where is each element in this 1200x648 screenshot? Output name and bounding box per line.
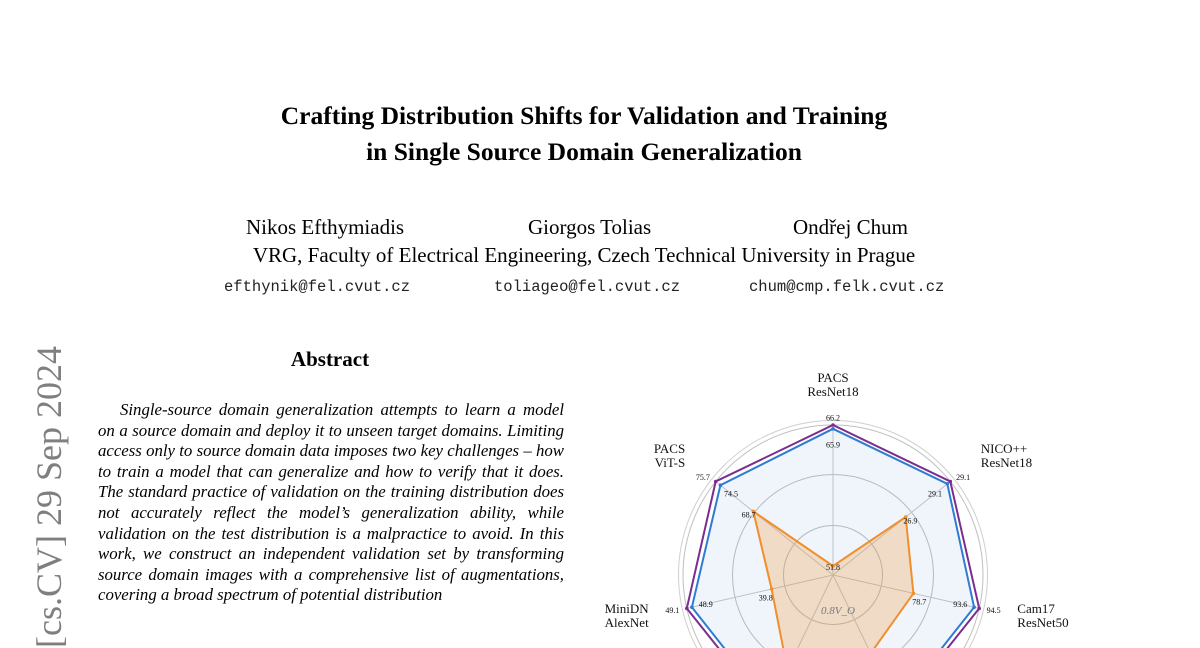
radar-point-outer-2	[949, 480, 953, 484]
radar-point-orange-3	[912, 592, 916, 596]
radar-chart	[600, 350, 1100, 648]
radar-center-label: 0.8V_O	[821, 605, 855, 617]
radar-outer-value-2: 29.1	[956, 472, 971, 482]
radar-inner-value-2: 29.1	[928, 489, 942, 499]
radar-axis-label-6-line1: MiniDN	[604, 601, 649, 617]
author-name-3: Ondřej Chum	[793, 215, 908, 239]
radar-point-outer-6	[685, 607, 689, 611]
radar-point-outer-7	[714, 480, 718, 484]
author-email-3: chum@cmp.felk.cvut.cz	[749, 278, 945, 296]
radar-outer-value-3: 94.5	[986, 606, 1001, 615]
radar-inner-value-3: 93.6	[953, 600, 968, 609]
radar-axis-label-7-line2: ViT-S	[654, 455, 686, 471]
radar-outer-value-1: 66.2	[826, 413, 840, 423]
radar-point-inner-1	[831, 427, 835, 431]
author-name-1: Nikos Efthymiadis	[246, 215, 405, 239]
author-name-2: Giorgos Tolias	[528, 215, 652, 239]
arxiv-stamp: [cs.CV] 29 Sep 2024	[29, 346, 69, 648]
radar-point-inner-3	[972, 605, 976, 609]
radar-inner-value-7: 74.5	[724, 489, 738, 499]
radar-axis-label-6-line2: AlexNet	[604, 615, 649, 631]
abstract-text: Single-source domain generalization attempts to learn a model on a source domain and deploy it to unseen target domains. Limiting access only to source domain data imposes two key challenges – how to train a model that can generalize and how to verify that it does. The standard practice of validation on the training distribution does not accurately reflect the model’s generalization ability, while validation on the test distribution is a malpractice to avoid. In this work, we construct an independent validation set by transforming source domain images with a comprehensive list of augmentations, covering a broad spectrum of potential distribution	[98, 400, 564, 605]
radar-axis-label-1-line2: ResNet18	[807, 384, 859, 399]
radar-axis-label-2-line1: NICO++	[980, 441, 1028, 457]
radar-axis-label-2-line2: ResNet18	[980, 455, 1033, 471]
radar-orange-value-7: 68.7	[741, 510, 756, 520]
abstract-heading: Abstract	[290, 347, 370, 371]
radar-point-outer-1	[831, 423, 835, 427]
radar-axis-label-1-line1: PACS	[817, 370, 849, 385]
radar-outer-value-7: 75.7	[695, 472, 710, 482]
radar-point-inner-6	[690, 605, 694, 609]
radar-inner-value-1: 65.9	[826, 440, 840, 450]
radar-axis-label-3-line1: Cam17	[1017, 601, 1055, 617]
radar-outer-value-6: 49.1	[665, 606, 680, 615]
paper-title	[0, 98, 1168, 170]
affiliation: VRG, Faculty of Electrical Engineering, Czech Technical University in Prague	[252, 243, 916, 267]
author-email-1: efthynik@fel.cvut.cz	[224, 278, 411, 296]
paper-title-line-1: Crafting Distribution Shifts for Validation and Training	[280, 101, 888, 130]
radar-point-orange-6	[770, 587, 774, 591]
radar-orange-value-6: 39.8	[758, 593, 773, 603]
radar-axis-label-7-line1: PACS	[653, 441, 686, 457]
radar-point-outer-3	[977, 607, 981, 611]
radar-orange-value-1: 51.8	[826, 563, 840, 572]
radar-axis-label-3-line2: ResNet50	[1017, 615, 1069, 631]
radar-inner-value-6: 48.9	[698, 600, 713, 609]
paper-title-line-2: in Single Source Domain Generalization	[366, 137, 802, 166]
radar-orange-value-3: 78.7	[912, 597, 927, 607]
author-email-2: toliageo@fel.cvut.cz	[494, 278, 681, 296]
radar-point-inner-2	[946, 482, 950, 486]
radar-orange-value-2: 26.9	[903, 516, 918, 526]
radar-point-inner-7	[719, 483, 723, 487]
